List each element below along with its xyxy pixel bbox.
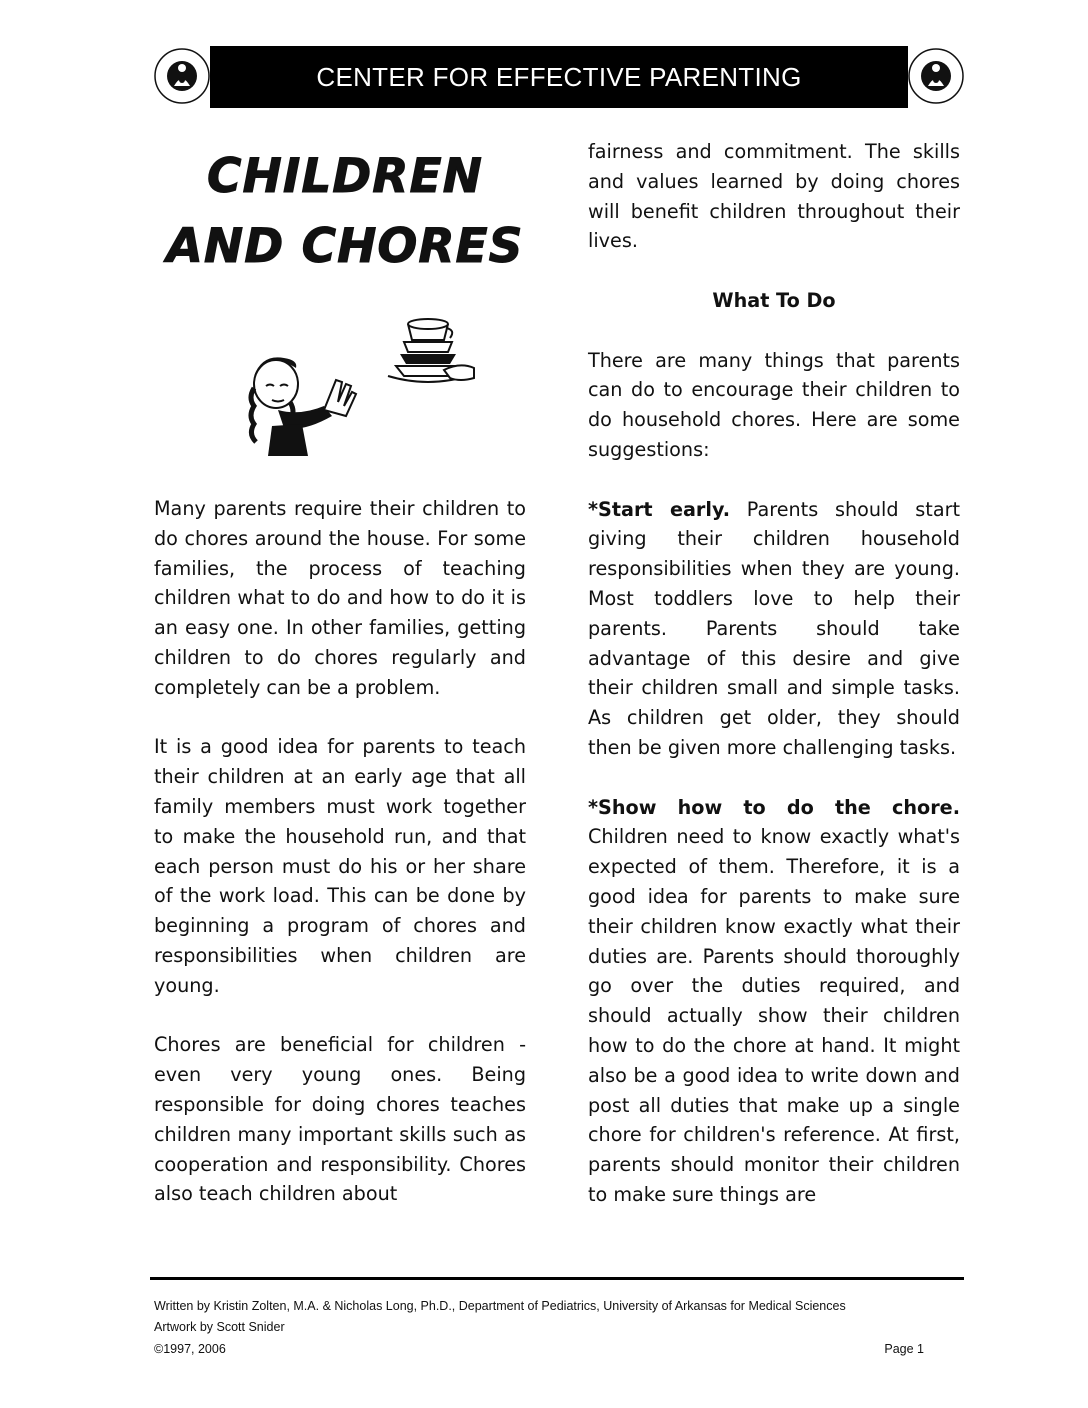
document-title xyxy=(150,142,540,282)
girl-refusing-dishes-illustration xyxy=(228,306,478,456)
center-logo-icon xyxy=(152,46,212,106)
tip-start-early-label: *Start early. xyxy=(588,497,730,521)
center-logo-icon xyxy=(906,46,966,106)
title-line-2: AND CHORES xyxy=(166,219,524,274)
right-column xyxy=(588,137,960,1239)
title-line-1: CHILDREN xyxy=(207,149,483,204)
tip-show-how-text: Children need to know exactly what's expected of them. Therefore, it is a good idea for parents to make sure their children know exactly what their duties are. Parents should thoroughly go over the duties required, and should actually show their children how to do the chore at hand. It might also be a good idea to write down and post all duties that make up a single chore for children's reference. At first, parents should monitor their children to make sure things are xyxy=(588,825,960,1206)
paragraph-early-age: It is a good idea for parents to teach their children at an early age that all family members must work together to make the household run, and that each person must do his or her share of the work load. This can be done by beginning a program of chores and responsibilities when children are young. xyxy=(154,735,526,997)
paragraph-fairness: fairness and commitment. The skills and values learned by doing chores will benefit children throughout their lives. xyxy=(588,140,960,253)
footer-bottom-line xyxy=(154,1342,924,1356)
header-banner xyxy=(210,46,908,108)
paragraph-start-early xyxy=(588,495,960,763)
paragraph-show-how xyxy=(588,793,960,1210)
section-heading: What To Do xyxy=(712,288,836,312)
header-title: CENTER FOR EFFECTIVE PARENTING xyxy=(316,61,802,92)
paragraph-suggestions: There are many things that parents can do to encourage their children to do household chores. Here are some suggestions: xyxy=(588,348,960,461)
footer-artwork: Artwork by Scott Snider xyxy=(154,1320,285,1334)
page-number: Page 1 xyxy=(884,1342,924,1356)
tip-start-early-text: Parents should start giving their children household responsibilities when they are young. Most toddlers love to help their parents. Parents should take advantage of this desire and give their children small and simple tasks. As children get older, they should then be given more challenging tasks. xyxy=(588,497,960,759)
paragraph-intro: Many parents require their children to do chores around the house. For some families, the process of teaching children what to do and how to do it is an easy one. In other families, getting children to do chores regularly and completely can be a problem. xyxy=(154,497,526,699)
tip-show-how-label: *Show how to do the chore. xyxy=(588,795,960,819)
footer-authors: Written by Kristin Zolten, M.A. & Nicholas Long, Ph.D., Department of Pediatrics, University of Arkansas for Medical Sciences xyxy=(154,1299,846,1313)
footer-copyright: ©1997, 2006 xyxy=(154,1342,226,1356)
left-column xyxy=(154,494,526,1239)
paragraph-benefits: Chores are beneficial for children - even very young ones. Being responsible for doing chores teaches children many important skills such as cooperation and responsibility. Chores also teach children about xyxy=(154,1033,526,1206)
footer-divider xyxy=(150,1277,964,1280)
